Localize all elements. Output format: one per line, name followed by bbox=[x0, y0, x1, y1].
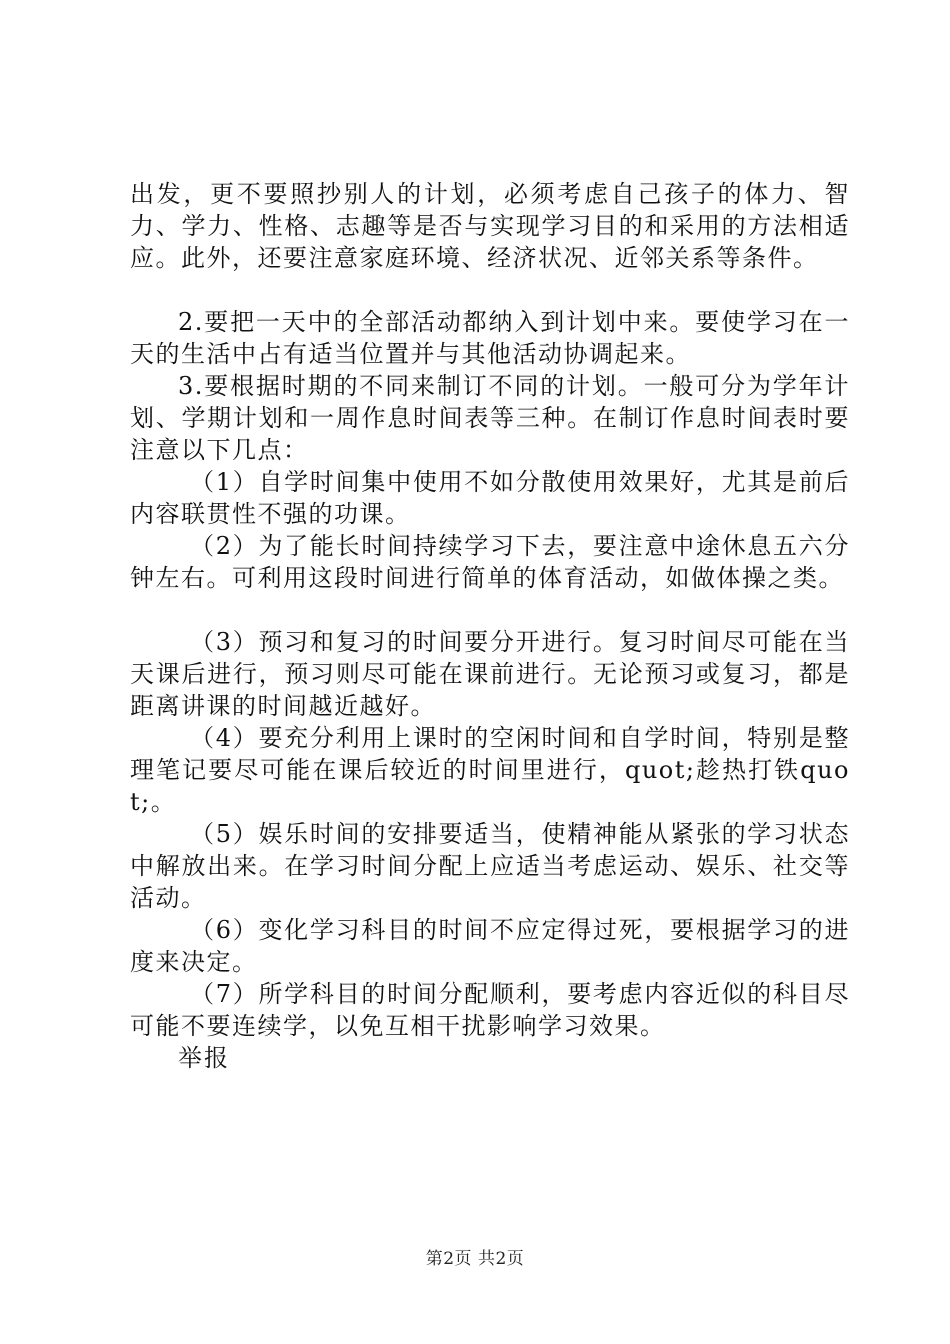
paragraph-item-1: （1）自学时间集中使用不如分散使用效果好，尤其是前后内容联贯性不强的功课。 bbox=[130, 468, 850, 528]
paragraph-point-2: 2.要把一天中的全部活动都纳入到计划中来。要使学习在一天的生活中占有适当位置并与其他活动协调起来。 bbox=[130, 308, 850, 368]
report-link[interactable]: 举报 bbox=[178, 1044, 230, 1072]
paragraph-continuation: 出发，更不要照抄别人的计划，必须考虑自己孩子的体力、智力、学力、性格、志趣等是否与实现学习目的和采用的方法相适应。此外，还要注意家庭环境、经济状况、近邻关系等条件。 bbox=[130, 180, 850, 272]
paragraph-item-5: （5）娱乐时间的安排要适当，使精神能从紧张的学习状态中解放出来。在学习时间分配上应适当考虑运动、娱乐、社交等活动。 bbox=[130, 820, 850, 912]
paragraph-item-2: （2）为了能长时间持续学习下去，要注意中途休息五六分钟左右。可利用这段时间进行简单的体育活动，如做体操之类。 bbox=[130, 532, 850, 592]
paragraph-item-4: （4）要充分利用上课时的空闲时间和自学时间，特别是整理笔记要尽可能在课后较近的时间里进行，quot;趁热打铁quot;。 bbox=[130, 724, 850, 816]
page-number-footer: 第2页 共2页 bbox=[425, 1249, 525, 1269]
paragraph-item-3: （3）预习和复习的时间要分开进行。复习时间尽可能在当天课后进行，预习则尽可能在课前进行。无论预习或复习，都是距离讲课的时间越近越好。 bbox=[130, 628, 850, 720]
document-body bbox=[130, 178, 850, 1074]
paragraph-item-6: （6）变化学习科目的时间不应定得过死，要根据学习的进度来决定。 bbox=[130, 916, 850, 976]
paragraph-point-3: 3.要根据时期的不同来制订不同的计划。一般可分为学年计划、学期计划和一周作息时间表等三种。在制订作息时间表时要注意以下几点： bbox=[130, 372, 850, 464]
paragraph-item-7: （7）所学科目的时间分配顺利，要考虑内容近似的科目尽可能不要连续学，以免互相干扰影响学习效果。 bbox=[130, 980, 850, 1040]
